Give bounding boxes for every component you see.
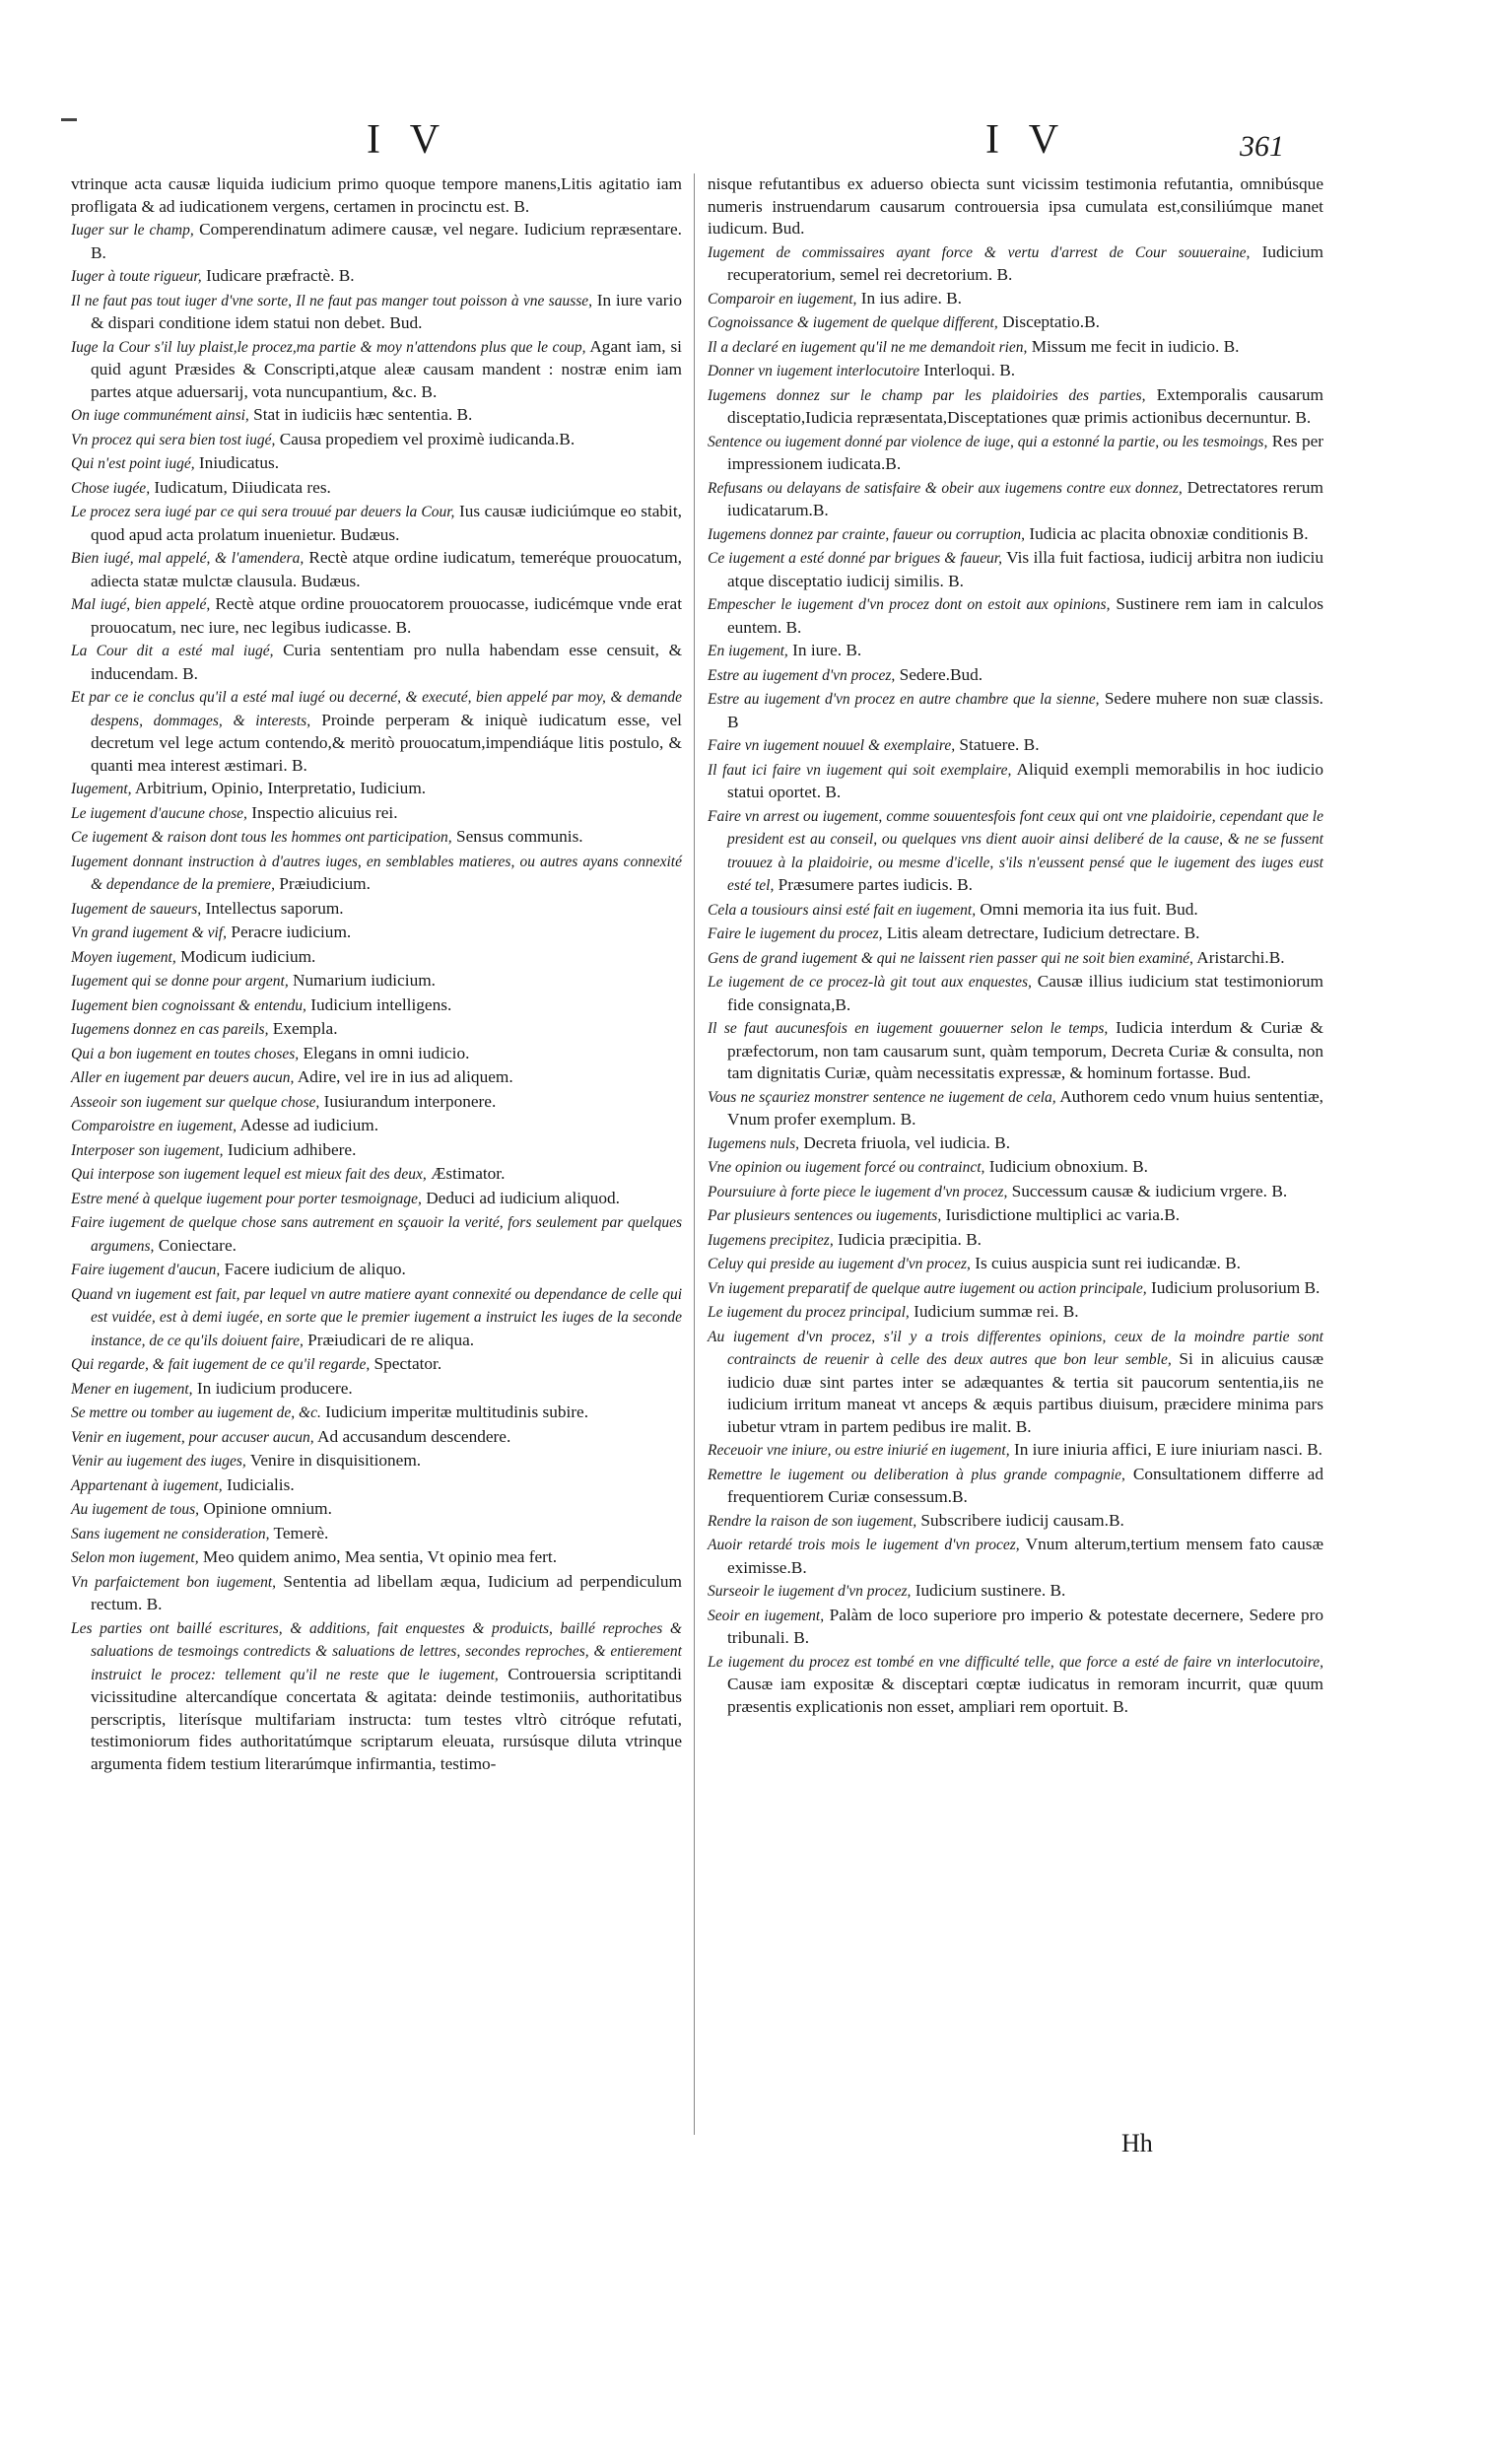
french-headword: Sentence ou iugement donné par violence de iuge, qui a estonné la partie, ou les tesmoings, [708, 433, 1268, 450]
latin-translation: Iudicium prolusorium B. [1151, 1277, 1321, 1297]
french-headword: Et par ce ie conclus qu'il a esté mal iugé ou decerné, & executé, bien appelé par moy, & demande despens, dommages, & interests, [71, 689, 682, 729]
latin-translation: Spectator. [373, 1354, 442, 1373]
french-headword: Iuger à toute rigueur, [71, 268, 202, 285]
dictionary-entry [71, 1523, 682, 1546]
french-headword: Gens de grand iugement & qui ne laissent rien passer qui ne soit bien examiné, [708, 949, 1193, 967]
french-headword: Vn grand iugement & vif, [71, 924, 227, 941]
french-headword: Faire vn iugement nouuel & exemplaire, [708, 737, 956, 754]
dictionary-entry [71, 1498, 682, 1522]
latin-translation: Elegans in omni iudicio. [303, 1043, 470, 1062]
french-headword: Venir en iugement, pour accuser aucun, [71, 1428, 314, 1446]
french-headword: Il se faut aucunesfois en iugement gouuerner selon le temps, [708, 1020, 1109, 1037]
latin-translation: Iudicium recuperatorium, semel rei decretorium. B. [727, 241, 1323, 284]
french-headword: Iugement, [71, 781, 132, 797]
right-running-head: I V [985, 117, 1069, 163]
french-headword: Il ne faut pas tout iuger d'vne sorte, Il ne faut pas manger tout poisson à vne sausse, [71, 292, 593, 309]
dictionary-entry [71, 851, 682, 897]
dictionary-entry [71, 1402, 682, 1425]
latin-translation: Comperendinatum adimere causæ, vel negare. Iudicium repræsentare. B. [91, 220, 683, 262]
dictionary-entry [71, 173, 682, 218]
dictionary-entry [708, 593, 1323, 639]
latin-translation: Sententia ad libellam æqua, Iudicium ad perpendiculum rectum. B. [91, 1571, 682, 1613]
dictionary-entry [708, 336, 1323, 360]
french-headword: Il a declaré en iugement qu'il ne me demandoit rien, [708, 338, 1028, 356]
dictionary-entry [71, 1474, 682, 1498]
french-headword: Au iugement d'vn procez, s'il y a trois differentes opinions, ceux de la moindre partie sont contraincts de reuenir à celle des deux autres que bon leur semble, [708, 1328, 1323, 1368]
dictionary-entry [71, 1043, 682, 1066]
french-headword: Venir au iugement des iuges, [71, 1453, 246, 1470]
dictionary-entry [71, 1115, 682, 1138]
latin-translation: Iudicium summæ rei. B. [914, 1302, 1079, 1321]
latin-translation: Rectè atque ordine prouocatorem prouocasse, iudicémque vnde erat prouocatum, nec iure, nec legibus iudicasse. B. [91, 594, 683, 637]
french-headword: Iugemens nuls, [708, 1134, 799, 1152]
latin-translation: Res per impressionem iudicata.B. [727, 431, 1324, 473]
french-headword: Cela a tousiours ainsi esté fait en iugement, [708, 901, 977, 919]
french-headword: Iugemens donnez sur le champ par les plaidoiries des parties, [708, 386, 1146, 404]
dictionary-entry [708, 1439, 1323, 1463]
latin-translation: Decreta friuola, vel iudicia. B. [803, 1132, 1011, 1152]
latin-translation: Iniudicatus. [198, 453, 280, 472]
latin-translation: Litis aleam detrectare, Iudicium detrectare. B. [886, 924, 1200, 942]
latin-translation: Extemporalis causarum disceptatio,Iudicia repræsentata,Disceptationes quæ primis actionibus decernuntur. B. [727, 384, 1323, 427]
french-headword: Faire vn arrest ou iugement, comme souuentesfois font ceux qui ont vne plaidoirie, cependant que le president est au conseil, ou quelques vns dient auoir ainsi deliberé de la cause, & ne se fussent trouuez à la plaidoirie, ou mesme d'icelle, s'ils n'eussent pensé que le iugement des iuges eust esté tel, [708, 807, 1323, 894]
latin-translation: Disceptatio.B. [1002, 312, 1100, 331]
french-headword: Refusans ou delayans de satisfaire & obeir aux iugemens contre eux donnez, [708, 479, 1183, 497]
latin-translation: Consultationem differre ad frequentiorem Curiæ consessum.B. [727, 1464, 1323, 1506]
latin-translation: Meo quidem animo, Mea sentia, Vt opinio mea fert. [202, 1547, 558, 1566]
french-headword: Le iugement d'aucune chose, [71, 804, 247, 822]
french-headword: Par plusieurs sentences ou iugements, [708, 1207, 942, 1224]
dictionary-entry [71, 994, 682, 1018]
left-column [71, 173, 682, 1776]
french-headword: Vne opinion ou iugement forcé ou contrainct, [708, 1159, 985, 1176]
latin-translation: Detrectatores rerum iudicatarum.B. [727, 477, 1323, 519]
dictionary-entry [708, 664, 1323, 688]
french-headword: Rendre la raison de son iugement, [708, 1512, 917, 1530]
latin-translation: Vis illa fuit factiosa, iudicij arbitra non iudiciu atque disceptatio iudicij similis. B. [727, 548, 1323, 590]
latin-translation: Causa propediem vel proximè iudicanda.B. [279, 429, 576, 448]
latin-translation: In iudicium producere. [196, 1378, 353, 1398]
dictionary-entry [71, 686, 682, 777]
latin-translation: Modicum iudicium. [180, 946, 316, 966]
dictionary-entry [708, 1534, 1323, 1579]
dictionary-entry [708, 1229, 1323, 1253]
french-headword: Le procez sera iugé par ce qui sera trouué par deuers la Cour, [71, 504, 455, 520]
dictionary-entry [71, 336, 682, 404]
french-headword: La Cour dit a esté mal iugé, [71, 643, 274, 659]
french-headword: On iuge communément ainsi, [71, 407, 249, 424]
dictionary-entry [708, 947, 1323, 971]
latin-translation: Curia sententiam pro nulla habendam esse censuit, & inducendam. B. [91, 641, 683, 683]
latin-translation: Inspectio alicuius rei. [251, 802, 398, 822]
french-headword: Selon mon iugement, [71, 1549, 199, 1566]
latin-translation: Intellectus saporum. [205, 898, 344, 918]
french-headword: Appartenant à iugement, [71, 1476, 223, 1494]
french-headword: Empescher le iugement d'vn procez dont on estoit aux opinions, [708, 596, 1111, 613]
latin-translation: Coniectare. [158, 1235, 237, 1255]
dictionary-entry [71, 477, 682, 501]
french-headword: Receuoir vne iniure, ou estre iniurié en iugement, [708, 1442, 1010, 1459]
margin-dash [61, 118, 77, 121]
dictionary-entry [71, 1283, 682, 1353]
latin-translation: Peracre iudicium. [231, 923, 352, 941]
french-headword: Iugement donnant instruction à d'autres iuges, en semblables matieres, ou autres ayans connexité & dependance de la premiere, [71, 853, 682, 893]
dictionary-entry [71, 1546, 682, 1570]
latin-translation: Missum me fecit in iudicio. B. [1031, 336, 1240, 356]
dictionary-entry [708, 1326, 1323, 1439]
dictionary-entry [708, 1301, 1323, 1325]
dictionary-entry [708, 759, 1323, 804]
dictionary-entry [71, 1211, 682, 1258]
french-headword: Faire iugement de quelque chose sans autrement en sçauoir la verité, fors seulement par quelques argumens, [71, 1214, 682, 1255]
french-headword: Iugemens precipitez, [708, 1231, 834, 1249]
latin-translation: Vnum alterum,tertium mensem fato causæ eximisse.B. [727, 1535, 1323, 1577]
french-headword: Chose iugée, [71, 479, 151, 497]
dictionary-entry [708, 688, 1323, 733]
dictionary-entry [71, 290, 682, 335]
dictionary-entry [71, 1378, 682, 1402]
latin-translation: Si in alicuius causæ iudicio duæ sint partes inter se adæquantes & tertia sit paucorum sententia,iis ne iudicium irritum maneat vt anceps & æquis partibus diuisum, præcidere minima pars iubetur vtram in partem pedibus ire malit. B. [727, 1349, 1323, 1436]
latin-translation: Iudicium intelligens. [310, 994, 452, 1014]
latin-translation: Successum causæ & iudicium vrgere. B. [1011, 1181, 1288, 1200]
french-headword: Remettre le iugement ou deliberation à plus grande compagnie, [708, 1466, 1125, 1483]
french-headword: Vn parfaictement bon iugement, [71, 1573, 277, 1591]
french-headword: Le iugement de ce procez-là git tout aux enquestes, [708, 974, 1032, 991]
dictionary-entry [71, 1188, 682, 1211]
latin-translation: Facere iudicium de aliquo. [224, 1260, 406, 1278]
french-headword: Bien iugé, mal appelé, & l'amendera, [71, 550, 305, 567]
left-running-head: I V [367, 117, 450, 163]
dictionary-entry [708, 1580, 1323, 1604]
dictionary-entry [71, 640, 682, 685]
dictionary-entry [708, 311, 1323, 335]
french-headword: Sans iugement ne consideration, [71, 1525, 270, 1542]
latin-translation: Iudicium sustinere. B. [915, 1581, 1066, 1600]
french-headword: Auoir retardé trois mois le iugement d'vn procez, [708, 1537, 1020, 1553]
dictionary-entry [708, 734, 1323, 758]
dictionary-entry [71, 778, 682, 801]
latin-translation: Numarium iudicium. [293, 971, 436, 990]
french-headword: Mener en iugement, [71, 1380, 193, 1398]
latin-translation: Statuere. B. [959, 735, 1040, 754]
latin-translation: Adire, vel ire in ius ad aliquem. [297, 1067, 513, 1086]
latin-translation: Iudicatum, Diiudicata res. [154, 477, 331, 497]
french-headword: Ce iugement & raison dont tous les hommes ont participation, [71, 829, 452, 846]
latin-translation: Stat in iudiciis hæc sententia. B. [253, 405, 473, 424]
dictionary-entry [71, 970, 682, 993]
latin-translation: Iudicialis. [227, 1474, 295, 1494]
dictionary-entry [708, 360, 1323, 383]
column-divider [694, 173, 695, 2135]
latin-translation: Interloqui. B. [923, 361, 1016, 379]
latin-translation: vtrinque acta causæ liquida iudicium primo quoque tempore manens,Litis agitatio iam profligata & ad iudicationem vergens, certamen in procinctu est. B. [71, 174, 682, 216]
dictionary-entry [71, 1426, 682, 1450]
dictionary-entry [71, 922, 682, 945]
dictionary-entry [71, 1091, 682, 1115]
dictionary-entry [708, 1156, 1323, 1180]
french-headword: Le iugement du procez est tombé en vne difficulté telle, que force a esté de faire vn interlocutoire, [708, 1653, 1323, 1671]
dictionary-entry [71, 429, 682, 452]
dictionary-entry [708, 523, 1323, 547]
latin-translation: Æstimator. [431, 1164, 506, 1183]
dictionary-entry [708, 1253, 1323, 1276]
dictionary-entry [708, 1086, 1323, 1131]
dictionary-entry [708, 1277, 1323, 1301]
dictionary-entry [708, 431, 1323, 476]
latin-translation: Iudicium imperitæ multitudinis subire. [325, 1403, 589, 1421]
latin-translation: Is cuius auspicia sunt rei iudicandæ. B. [975, 1254, 1241, 1272]
latin-translation: Adesse ad iudicium. [239, 1116, 379, 1134]
catchword: Hh [1121, 2129, 1153, 2157]
dictionary-entry [708, 1651, 1323, 1719]
french-headword: Aller en iugement par deuers aucun, [71, 1069, 295, 1086]
dictionary-entry [71, 946, 682, 970]
dictionary-entry [71, 1139, 682, 1163]
latin-translation: Exempla. [272, 1019, 338, 1038]
latin-translation: Aristarchi.B. [1196, 947, 1285, 967]
latin-translation: Iudicia ac placita obnoxiæ conditionis B. [1029, 523, 1309, 543]
latin-translation: Præsumere partes iudicis. B. [778, 875, 973, 894]
latin-translation: Iudicium obnoxium. B. [988, 1157, 1149, 1176]
dictionary-entry [708, 1204, 1323, 1228]
french-headword: Iugement qui se donne pour argent, [71, 973, 289, 990]
french-headword: Iuger sur le champ, [71, 222, 194, 239]
french-headword: Faire le iugement du procez, [708, 925, 883, 942]
dictionary-entry [71, 1066, 682, 1090]
latin-translation: Sedere.Bud. [899, 664, 983, 684]
dictionary-entry [708, 241, 1323, 287]
latin-translation: Agant iam, si quid agunt Præsides & Conscripti,atque aleæ causam mandent : nostræ enim iam partes atque aduersarij, vota nuncupantium, &c. B. [91, 336, 682, 401]
french-headword: Iuge la Cour s'il luy plaist,le procez,ma partie & moy n'attendons plus que le coup, [71, 338, 586, 356]
dictionary-entry [71, 1018, 682, 1042]
french-headword: Comparoir en iugement, [708, 290, 857, 308]
dictionary-entry [71, 898, 682, 922]
dictionary-entry [71, 265, 682, 289]
french-headword: Asseoir son iugement sur quelque chose, [71, 1093, 320, 1111]
french-headword: Cognoissance & iugement de quelque different, [708, 314, 998, 331]
latin-translation: Ad accusandum descendere. [317, 1426, 511, 1446]
latin-translation: Rectè atque ordine iudicatum, temeréque prouocatum, adiecta statæ mulctæ clausula. Budæus. [91, 548, 682, 590]
french-headword: Surseoir le iugement d'vn procez, [708, 1583, 912, 1600]
latin-translation: Temerè. [273, 1523, 329, 1542]
dictionary-entry [71, 1571, 682, 1616]
french-headword: Il faut ici faire vn iugement qui soit exemplaire, [708, 761, 1012, 779]
french-headword: Vn procez qui sera bien tost iugé, [71, 431, 276, 448]
dictionary-entry [71, 547, 682, 592]
dictionary-entry [708, 1464, 1323, 1509]
latin-translation: Iudicium adhibere. [227, 1139, 357, 1159]
french-headword: Comparoistre en iugement, [71, 1118, 237, 1134]
french-headword: Ce iugement a esté donné par brigues & faueur, [708, 550, 1002, 567]
french-headword: Le iugement du procez principal, [708, 1304, 910, 1321]
latin-translation: Iudicia præcipitia. B. [838, 1229, 982, 1249]
dictionary-entry [71, 1163, 682, 1187]
dictionary-entry [71, 1353, 682, 1377]
dictionary-entry [708, 288, 1323, 311]
dictionary-entry [708, 1181, 1323, 1204]
french-headword: Les parties ont baillé escritures, & additions, fait enquestes & produicts, baillé reproches & saluations de tesmoings contredicts & saluations de lettres, secondes reproches, & entierement instruict le procez: tellement qu'il ne reste que le iugement, [71, 1619, 682, 1683]
dictionary-entry [71, 1259, 682, 1282]
french-headword: Seoir en iugement, [708, 1607, 825, 1624]
latin-translation: Iurisdictione multiplici ac varia.B. [945, 1205, 1181, 1224]
latin-translation: In iure. B. [792, 641, 862, 659]
latin-translation: Præiudicium. [279, 874, 371, 893]
dictionary-entry [708, 384, 1323, 430]
dictionary-entry [71, 452, 682, 476]
page-number: 361 [1240, 130, 1284, 163]
dictionary-entry [708, 1510, 1323, 1534]
french-headword: Iugement bien cognoissant & entendu, [71, 996, 306, 1014]
right-column [708, 173, 1323, 1719]
french-headword: Iugemens donnez en cas pareils, [71, 1021, 269, 1038]
latin-translation: Præiudicari de re aliqua. [307, 1330, 475, 1349]
latin-translation: Palàm de loco superiore pro imperio & potestate decernere, Sedere pro tribunali. B. [727, 1605, 1323, 1647]
dictionary-entry [71, 501, 682, 546]
dictionary-entry [71, 1450, 682, 1473]
dictionary-entry [708, 1132, 1323, 1156]
latin-translation: Sensus communis. [455, 827, 583, 846]
dictionary-entry [708, 640, 1323, 663]
dictionary-entry [708, 923, 1323, 946]
latin-translation: Proinde perperam & iniquè iudicatum esse, vel decretum vel lege actum contendo,& meritò prouocatum,impendiáque litis postulo, & quanti mea interest æstimari. B. [91, 710, 682, 775]
french-headword: Estre mené à quelque iugement pour porter tesmoignage, [71, 1190, 422, 1207]
dictionary-entry [71, 826, 682, 850]
latin-translation: Iudicare præfractè. B. [205, 266, 355, 285]
french-headword: Moyen iugement, [71, 948, 176, 966]
latin-translation: Opinione omnium. [203, 1499, 332, 1518]
dictionary-entry [708, 1017, 1323, 1085]
dictionary-entry [708, 173, 1323, 240]
dictionary-entry [708, 477, 1323, 522]
french-headword: Celuy qui preside au iugement d'vn procez, [708, 1256, 971, 1272]
french-headword: Se mettre ou tomber au iugement de, &c. [71, 1404, 321, 1421]
french-headword: Poursuiure à forte piece le iugement d'vn procez, [708, 1183, 1008, 1200]
french-headword: Interposer son iugement, [71, 1141, 224, 1159]
dictionary-entry [71, 802, 682, 826]
french-headword: Qui a bon iugement en toutes choses, [71, 1045, 300, 1062]
french-headword: Iugement de commissaires ayant force & vertu d'arrest de Cour souueraine, [708, 243, 1251, 261]
dictionary-entry [71, 404, 682, 428]
french-headword: Donner vn iugement interlocutoire [708, 363, 920, 379]
latin-translation: nisque refutantibus ex aduerso obiecta sunt vicissim testimonia refutantia, omnibúsque numeris instruendarum causarum controuersia ipsa cumulata est,consiliúmque manet iudicum. Bud. [708, 174, 1323, 238]
latin-translation: Omni memoria ita ius fuit. Bud. [980, 899, 1198, 919]
french-headword: Vn iugement preparatif de quelque autre iugement ou action principale, [708, 1279, 1147, 1297]
dictionary-entry [71, 219, 682, 264]
latin-translation: Causæ illius iudicium stat testimoniorum fide consignata,B. [727, 972, 1323, 1014]
latin-translation: Subscribere iudicij causam.B. [920, 1510, 1124, 1530]
french-headword: Mal iugé, bien appelé, [71, 596, 211, 613]
latin-translation: Causæ iam expositæ & disceptari cœptæ iudicatus in remoram incurrit, quæ quum præsentis explicationis non esset, ampliari rem oportuit. B. [727, 1675, 1323, 1716]
dictionary-entry [708, 899, 1323, 923]
french-headword: Iugemens donnez par crainte, faueur ou corruption, [708, 525, 1026, 543]
latin-translation: Iudicia interdum & Curiæ & præfectorum, non tam causarum sunt, quàm temporum, Decreta Curiæ & consulta, non tam dignitatis Curiæ, quàm necessitatis expressæ, & hominum fortasse. Bud. [727, 1018, 1323, 1082]
latin-translation: Sedere muhere non suæ classis. B [727, 689, 1323, 731]
dictionary-entry [708, 971, 1323, 1016]
latin-translation: In iure vario & dispari conditione idem statui non debet. Bud. [91, 290, 682, 332]
french-headword: Iugement de saueurs, [71, 900, 202, 918]
latin-translation: Controuersia scriptitandi vicissitudine altercandíque concertata & agitata: deinde testimoniis, authoritatibus perscriptis, literísque multifariam instructa: tum testes vltrò citróque refutati, testimoniorum fides authoritatúmque scriptarum eleuata, rursúsque diluta vtrinque argumenta fidem testium literarúmque infirmantia, testimo- [91, 1664, 682, 1773]
latin-translation: In iure iniuria affici, E iure iniuriam nasci. B. [1013, 1440, 1322, 1459]
latin-translation: Venire in disquisitionem. [249, 1451, 422, 1470]
french-headword: Vous ne sçauriez monstrer sentence ne iugement de cela, [708, 1088, 1056, 1106]
french-headword: Qui n'est point iugé, [71, 455, 195, 472]
dictionary-entry [708, 1605, 1323, 1650]
french-headword: En iugement, [708, 643, 788, 659]
latin-translation: Sustinere rem iam in calculos euntem. B. [727, 594, 1323, 637]
french-headword: Estre au iugement d'vn procez en autre chambre que la sienne, [708, 691, 1100, 708]
french-headword: Faire iugement d'aucun, [71, 1262, 221, 1278]
french-headword: Estre au iugement d'vn procez, [708, 666, 896, 684]
latin-translation: In ius adire. B. [860, 288, 962, 308]
french-headword: Au iugement de tous, [71, 1501, 200, 1518]
latin-translation: Arbitrium, Opinio, Interpretatio, Iudicium. [134, 779, 427, 797]
latin-translation: Iusiurandum interponere. [323, 1091, 497, 1111]
latin-translation: Ius causæ iudiciúmque eo stabit, quod apud acta prolatum inuenietur. Budæus. [91, 502, 682, 544]
dictionary-entry [71, 1617, 682, 1776]
latin-translation: Aliquid exempli memorabilis in hoc iudicio statui oportet. B. [727, 759, 1324, 801]
french-headword: Quand vn iugement est fait, par lequel vn autre matiere ayant connexité ou dependance de celle qui est vuidée, est à demi iugée, en sorte que le premier iugement a instruict les iuges de la seconde instance, de ce qu'ils doiuent faire, [71, 1285, 682, 1349]
dictionary-entry [708, 547, 1323, 592]
french-headword: Qui regarde, & fait iugement de ce qu'il regarde, [71, 1356, 371, 1373]
latin-translation: Deduci ad iudicium aliquod. [426, 1188, 620, 1207]
french-headword: Qui interpose son iugement lequel est mieux fait des deux, [71, 1166, 427, 1183]
latin-translation: Authorem cedo vnum huius sententiæ, Vnum profer exemplum. B. [727, 1086, 1323, 1129]
dictionary-entry [71, 593, 682, 639]
dictionary-entry [708, 805, 1323, 898]
